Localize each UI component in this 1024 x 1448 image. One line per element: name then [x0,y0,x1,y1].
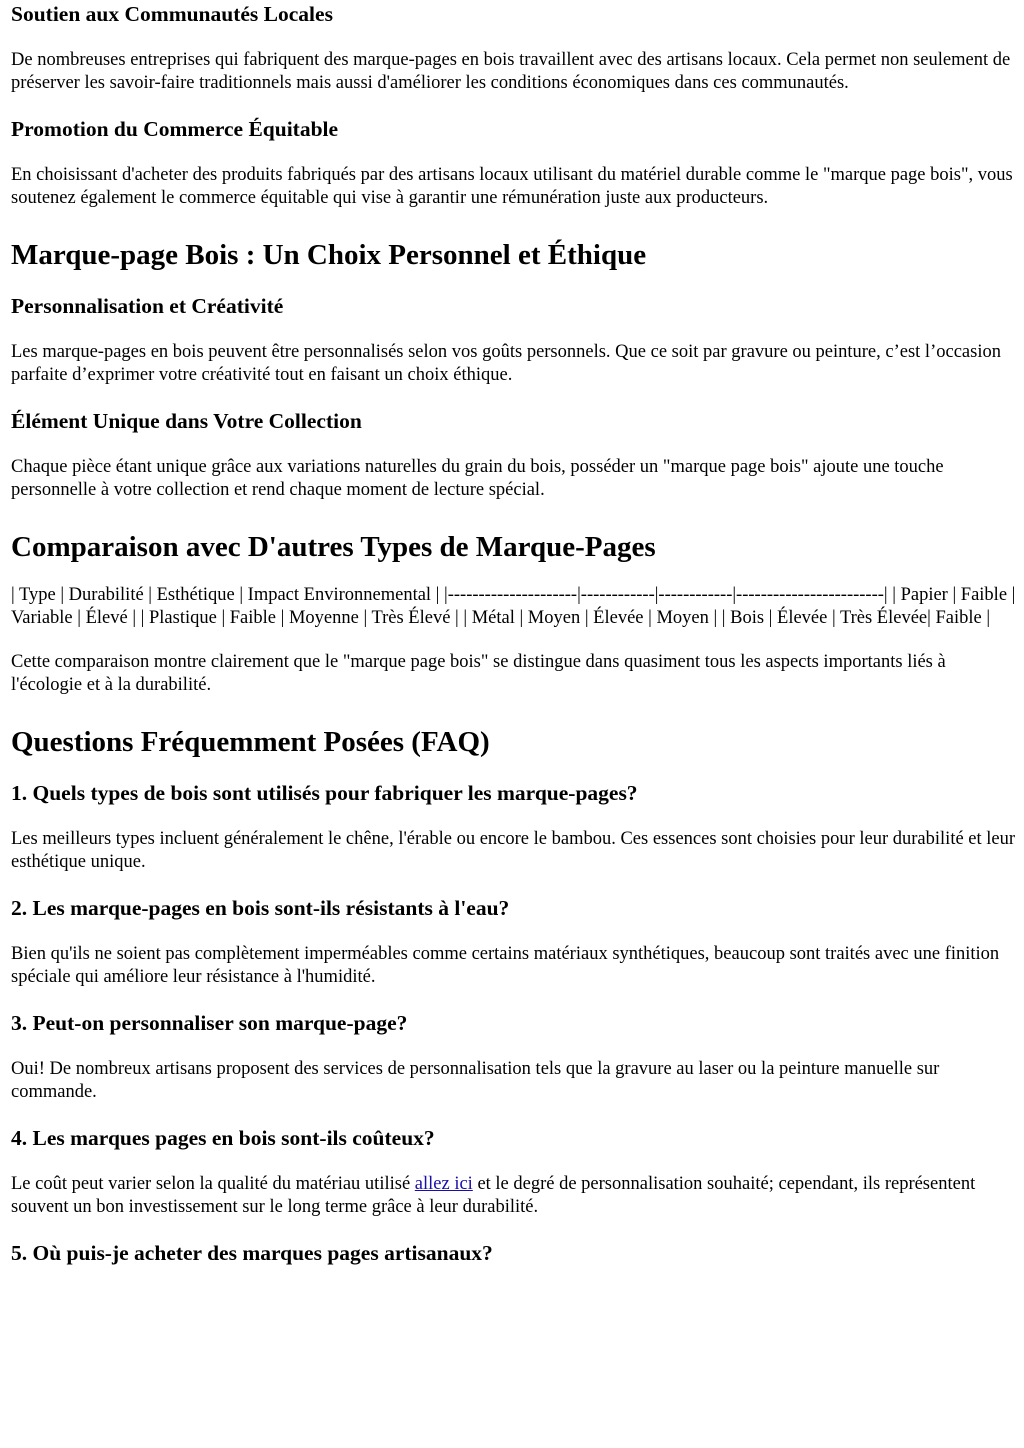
heading-choix: Marque-page Bois : Un Choix Personnel et Éthique [11,239,647,271]
faq-question-1: 1. Quels types de bois sont utilisés pour fabriquer les marque-pages? [11,781,638,805]
heading-faq: Questions Fréquemment Posées (FAQ) [11,726,490,758]
heading-soutien: Soutien aux Communautés Locales [11,2,333,26]
heading-element-unique: Élément Unique dans Votre Collection [11,409,362,433]
heading-commerce: Promotion du Commerce Équitable [11,117,339,141]
paragraph-comparaison: Cette comparaison montre clairement que le "marque page bois" se distingue dans quasiment tous les aspects importants liés à l'écologie et à la durabilité. [11,652,946,695]
heading-comparaison: Comparaison avec D'autres Types de Marque-Pages [11,531,656,563]
paragraph-personnalisation: Les marque-pages en bois peuvent être personnalisés selon vos goûts personnels. Que ce soit par gravure ou peinture, c’est l’occasion parfaite d’exprimer votre créativité tout en faisant un choix éthique. [11,342,1001,385]
paragraph-soutien: De nombreuses entreprises qui fabriquent des marque-pages en bois travaillent avec des artisans locaux. Cela permet non seulement de préserver les savoir-faire traditionnels mais aussi d'améliorer les conditions économiques dans ces communautés. [11,50,1011,93]
faq-answer-3: Oui! De nombreux artisans proposent des services de personnalisation tels que la gravure au laser ou la peinture manuelle sur commande. [11,1059,940,1102]
faq-answer-4 [11,1173,1016,1219]
article [11,2,1016,1266]
paragraph-commerce: En choisissant d'acheter des produits fabriqués par des artisans locaux utilisant du matériel durable comme le "marque page bois", vous soutenez également le commerce équitable qui vise à garantir une rémunération juste aux producteurs. [11,165,1013,208]
allez-ici-link[interactable]: allez ici [414,1174,473,1194]
faq-answer-4-text-after: et le degré de personnalisation souhaité; cependant, ils représentent souvent un bon investissement sur le long terme grâce à leur durabilité. [11,1174,976,1217]
faq-answer-1: Les meilleurs types incluent généralement le chêne, l'érable ou encore le bambou. Ces essences sont choisies pour leur durabilité et leur esthétique unique. [11,829,1016,872]
faq-question-4: 4. Les marques pages en bois sont-ils coûteux? [11,1126,435,1150]
faq-question-5: 5. Où puis-je acheter des marques pages artisanaux? [11,1241,493,1265]
faq-question-2: 2. Les marque-pages en bois sont-ils résistants à l'eau? [11,896,510,920]
faq-answer-4-text-before: Le coût peut varier selon la qualité du matériau utilisé [11,1174,415,1194]
faq-question-3: 3. Peut-on personnaliser son marque-page? [11,1011,408,1035]
comparison-table-text: | Type | Durabilité | Esthétique | Impact Environnemental | |---------------------|------------|------------|------------------------| | Papier | Faible | Variable | Élevé | | Plastique | Faible | Moyenne | Très Élevé | | Métal | Moyen | Élevée | Moyen | | Bois | Élevée | Très Élevée| Faible | [11,585,1016,628]
heading-personnalisation: Personnalisation et Créativité [11,294,284,318]
paragraph-element-unique: Chaque pièce étant unique grâce aux variations naturelles du grain du bois, posséder un "marque page bois" ajoute une touche personnelle à votre collection et rend chaque moment de lecture spécial. [11,457,944,500]
faq-answer-2: Bien qu'ils ne soient pas complètement imperméables comme certains matériaux synthétiques, beaucoup sont traités avec une finition spéciale qui améliore leur résistance à l'humidité. [11,944,1000,987]
